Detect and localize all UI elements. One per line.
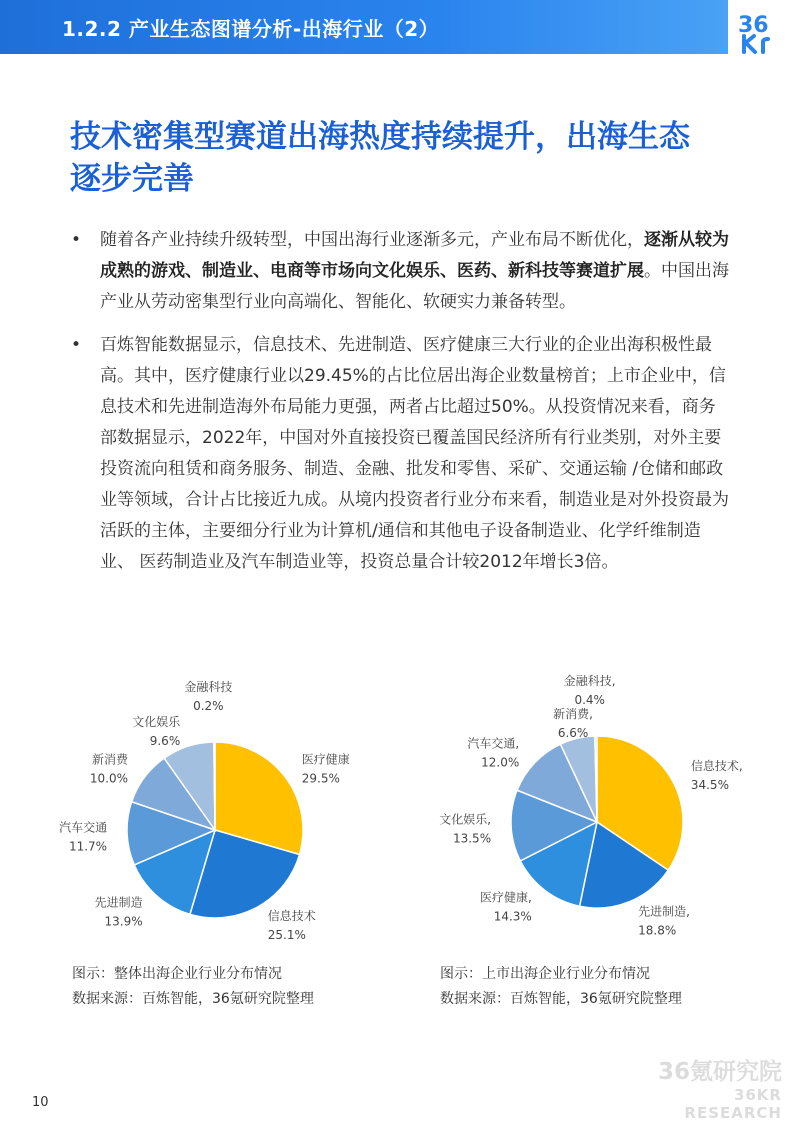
- header-bar: [0, 0, 728, 54]
- headline-line-1: 技术密集型赛道出海热度持续提升，出海生态: [70, 119, 690, 155]
- slice-value-label: 14.3%: [493, 909, 532, 924]
- pie-chart-listed: [430, 674, 743, 952]
- pie-chart-overall: [60, 682, 360, 952]
- page-number: 10: [32, 1095, 49, 1110]
- slice-value-label: 0.4%: [574, 693, 605, 708]
- source-caption: 数据来源：百炼智能，36氪研究院整理: [72, 991, 314, 1007]
- slice-value-label: 6.6%: [557, 725, 589, 740]
- headline: [70, 116, 760, 200]
- source-caption: 数据来源：百炼智能，36氪研究院整理: [440, 991, 682, 1007]
- bullet-marker: •: [70, 335, 82, 355]
- figure-caption: 图示：上市出海企业行业分布情况: [440, 966, 650, 982]
- bullet-list: [70, 225, 730, 578]
- figure-caption: 图示：整体出海企业行业分布情况: [72, 966, 282, 982]
- section-title: 1.2.2 产业生态图谱分析-出海行业（2）: [62, 17, 440, 41]
- slice-label: 医疗健康: [301, 752, 350, 767]
- slice-value-label: 34.5%: [690, 778, 729, 793]
- bullet-marker: •: [70, 230, 82, 250]
- bullet-item: [70, 330, 730, 578]
- slice-label: 金融科技,: [563, 674, 616, 689]
- slice-label: 信息技术: [267, 909, 316, 924]
- bullet-text: 百炼智能数据显示，信息技术、先进制造、医疗健康三大行业的企业出海积极性最高。其中，医疗健康行业以29.45%的占比位居出海企业数量榜首；上市企业中，信息技术和先进制造海外布局能力更强，两者占比超过50%。从投资情况来看，商务部数据显示，2022年，中国对外直接投资已覆盖国民经济所有行业类别，对外主要投资流向租赁和商务服务、制造、金融、批发和零售、采矿、交通运输 /仓储和邮政业等领域，合计占比接近九成。从境内投资者行业分布来看，制造业是对外投资最为活跃的主体，主要细分行业为计算机/通信和其他电子设备制造业、化学纤维制造业、 医药制造业及汽车制造业等，投资总量合计较2012年增长3倍。: [100, 335, 729, 572]
- slice-label: 新消费: [92, 752, 129, 767]
- slice-label: 先进制造: [94, 895, 143, 910]
- bullet-text: 随着各产业持续升级转型，中国出海行业逐渐多元，产业布局不断优化，: [100, 230, 644, 250]
- watermark-cn: 36氪研究院: [657, 1059, 782, 1085]
- caption-left: [72, 962, 314, 1012]
- slice-value-label: 13.9%: [104, 914, 143, 929]
- slice-value-label: 9.6%: [149, 734, 181, 749]
- slice-value-label: 13.5%: [452, 831, 492, 846]
- slice-value-label: 12.0%: [481, 755, 520, 770]
- 36kr-logo: [730, 2, 794, 54]
- bullet-text: 。中国出海产业从劳动密集型行业向高端化、智能化、软硬实力兼备转型。: [100, 261, 729, 312]
- slice-label: 汽车交通,: [467, 736, 520, 751]
- slice-value-label: 10.0%: [89, 771, 129, 786]
- watermark-en: 36KR RESEARCH: [684, 1086, 782, 1122]
- slice-label: 信息技术,: [690, 759, 743, 774]
- headline-line-2: 逐步完善: [70, 161, 194, 197]
- slice-label: 文化娱乐,: [439, 812, 492, 827]
- pie-chart-svg: [430, 674, 743, 952]
- slice-label: 汽车交通: [59, 820, 108, 835]
- slice-value-label: 18.8%: [638, 923, 677, 938]
- slice-value-label: 29.5%: [301, 771, 340, 786]
- slice-value-label: 25.1%: [267, 928, 306, 943]
- bullet-item: [70, 225, 730, 318]
- slice-label: 金融科技: [184, 680, 233, 695]
- slice-value-label: 0.2%: [193, 699, 224, 714]
- caption-right: [440, 962, 682, 1012]
- slice-label: 先进制造,: [638, 904, 690, 919]
- slice-value-label: 11.7%: [68, 839, 108, 854]
- bullet-bold-text: 逐渐从较为成熟的游戏、制造业、电商等市场向文化娱乐、医药、新科技等赛道扩展: [100, 230, 729, 281]
- slice-label: 新消费,: [553, 706, 593, 721]
- watermark: [632, 1058, 782, 1122]
- svg-text:36: 36: [738, 13, 769, 38]
- slice-label: 医疗健康,: [480, 890, 532, 905]
- slice-label: 文化娱乐: [132, 715, 181, 730]
- page-header: [0, 0, 794, 54]
- pie-chart-svg: [60, 682, 360, 952]
